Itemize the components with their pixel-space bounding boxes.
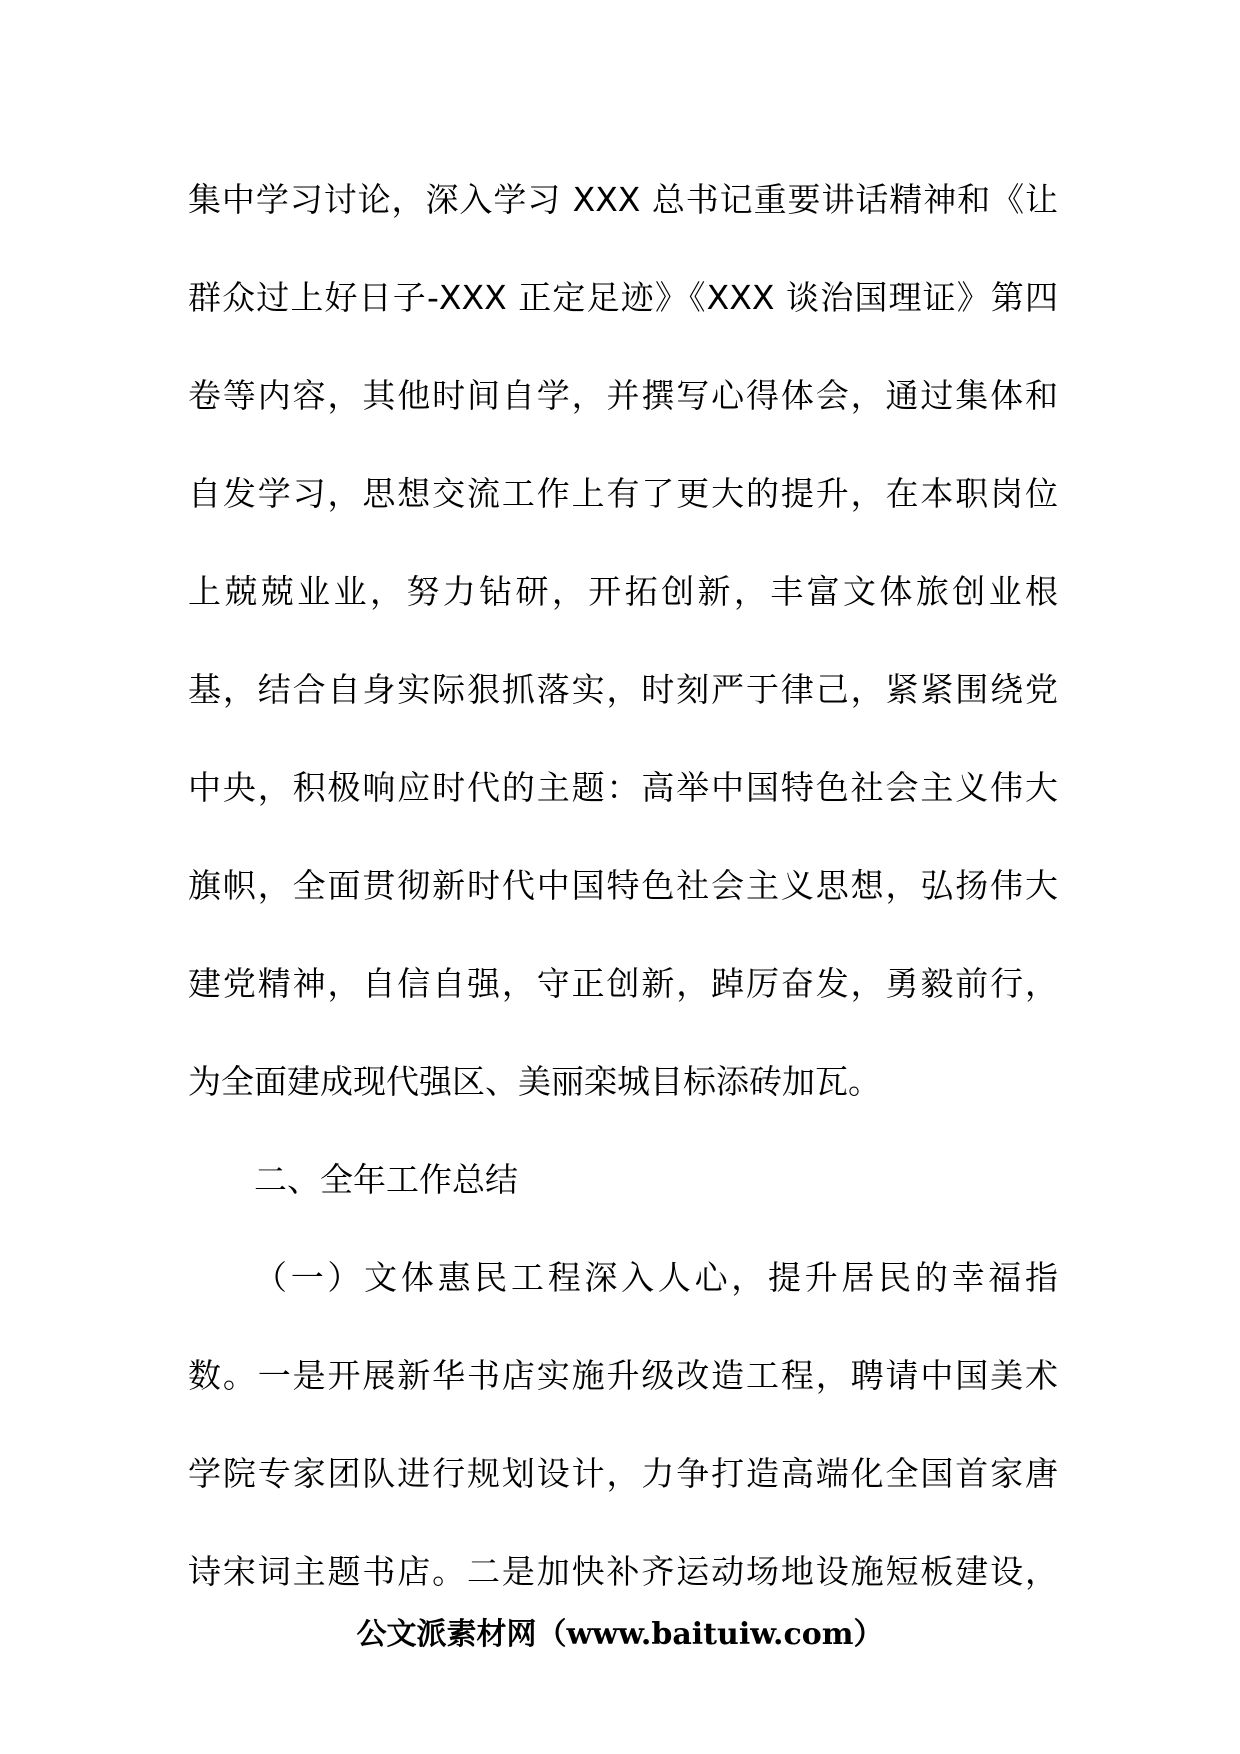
paragraph-line: 集中学习讨论，深入学习 XXX 总书记重要讲话精神和《让: [188, 180, 1058, 219]
subsection-line: （一）文体惠民工程深入人心，提升居民的幸福指: [254, 1258, 1058, 1297]
subsection-line: 数。一是开展新华书店实施升级改造工程，聘请中国美术: [188, 1356, 1058, 1395]
paragraph-line: 旗帜，全面贯彻新时代中国特色社会主义思想，弘扬伟大: [188, 866, 1058, 905]
subsection-line: 学院专家团队进行规划设计，力争打造高端化全国首家唐: [188, 1454, 1058, 1493]
paragraph-line: 上兢兢业业，努力钻研，开拓创新，丰富文体旅创业根: [188, 572, 1058, 611]
paragraph-line: 卷等内容，其他时间自学，并撰写心得体会，通过集体和: [188, 376, 1058, 415]
section-heading: 二、全年工作总结: [254, 1160, 518, 1199]
subsection-line: 诗宋词主题书店。二是加快补齐运动场地设施短板建设，: [188, 1552, 1058, 1591]
footer-watermark: 公文派素材网（www.baituiw.com）: [356, 1617, 884, 1652]
paragraph-line: 建党精神，自信自强，守正创新，踔厉奋发，勇毅前行，: [188, 964, 1058, 1003]
paragraph-line: 基，结合自身实际狠抓落实，时刻严于律己，紧紧围绕党: [188, 670, 1058, 709]
body-text: [188, 165, 1058, 1635]
paragraph-line: 为全面建成现代强区、美丽栾城目标添砖加瓦。: [188, 1062, 881, 1101]
paragraph-line: 自发学习，思想交流工作上有了更大的提升，在本职岗位: [188, 474, 1058, 513]
paragraph-line: 群众过上好日子-XXX 正定足迹》《XXX 谈治国理证》第四: [188, 278, 1058, 317]
paragraph-line: 中央，积极响应时代的主题：高举中国特色社会主义伟大: [188, 768, 1058, 807]
